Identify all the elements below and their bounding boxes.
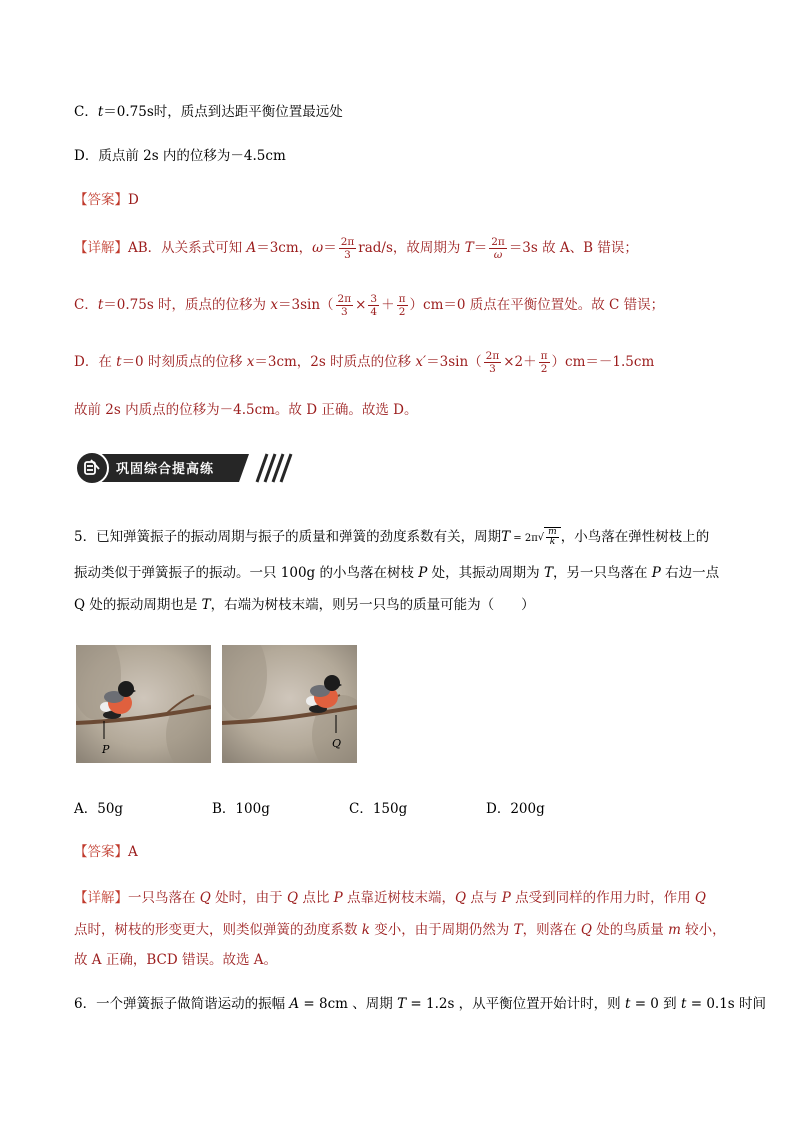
text: ＋ [381,297,395,313]
var: Q [455,890,467,906]
denominator: 3 [344,249,351,261]
detail-1-line-3 [74,350,654,375]
text: ＝3cm， [256,240,313,256]
text: ＝3sin（ [426,354,482,370]
text: C． [74,297,98,313]
section-banner [74,450,294,486]
answer-tag: 【答案】 [74,844,128,860]
detail-2-line-1 [74,888,706,908]
bird-photo-q [222,645,357,763]
text: ，则落在 [522,922,581,938]
answer-1 [74,190,139,210]
var-t: t [97,104,104,120]
text: × [355,297,367,313]
var: T [201,597,211,613]
denominator: 3 [340,306,348,318]
var: T [464,240,474,256]
text: ＝3sin（ [277,297,334,313]
var: m [668,922,681,938]
text: ＝3s 故 A、B 错误； [508,240,638,256]
text: 5．已知弹簧振子的振动周期与振子的质量和弹簧的劲度系数有关，周期 [74,529,502,545]
denominator: ω [493,249,503,261]
var: t [116,354,122,370]
answer-value: D [128,192,139,208]
numerator: π [540,350,548,362]
text: ）cm＝0 质点在平衡位置处。故 C 错误； [409,297,665,313]
var: x [270,297,278,313]
text: ＝ [323,240,337,256]
text: 点靠近树枝末端， [342,890,456,906]
numerator: m [548,527,557,537]
text: = 0 到 [630,996,681,1012]
denominator: 2 [398,306,406,318]
fraction [336,293,354,318]
denominator: 3 [489,363,496,375]
text: ×2＋ [503,354,537,370]
point-p-label: P [102,743,110,756]
banner-title: 巩固综合提高练 [116,462,215,477]
denominator: 4 [370,306,378,318]
text: AB．从关系式可知 [128,240,247,256]
text: 点受到同样的作用力时，作用 [510,890,695,906]
var: t [97,297,104,313]
text: ，另一只鸟落在 [553,565,652,581]
var: P [418,565,428,581]
detail-tag: 【详解】 [74,240,128,256]
var: t [680,996,687,1012]
option-b [212,797,270,817]
text: 故前 2s 内质点的位移为－4.5cm。故 D 正确。故选 D。 [74,402,418,418]
text: 右边一点 [660,565,720,581]
text: = 1.2s ，从平衡位置开始计时，则 [406,996,625,1012]
var: Q [580,922,592,938]
var: T [501,529,511,545]
fraction [484,350,502,375]
var: P [501,890,511,906]
bird-photo-p [76,645,211,763]
text: 点比 [298,890,334,906]
option-d [486,797,545,817]
numerator: 2π [485,350,500,362]
var: k [361,922,370,938]
var: T [397,996,407,1012]
text: 振动类似于弹簧振子的振动。一只 100g 的小鸟落在树枝 [74,565,419,581]
denominator: 2 [540,363,548,375]
numerator: 2π [340,236,355,248]
text: 处，其振动周期为 [427,565,544,581]
var: T [543,565,553,581]
option-text: D．质点前 2s 内的位移为－4.5cm [74,148,286,164]
detail-1-line-1 [74,236,638,261]
fraction [339,236,357,261]
var: T [513,922,523,938]
q5-line-2 [74,563,719,583]
text: 故 A 正确，BCD 错误。故选 A。 [74,952,277,968]
option-text: B．100g [212,801,270,817]
option-d [74,146,286,166]
text: ＝ [473,240,488,256]
text: = 0.1s 时间 [686,996,767,1012]
numerator: 2π [337,293,352,305]
text: ，小鸟落在弹性树枝上的 [560,529,710,545]
var: Q [286,890,299,906]
answer-value: A [128,844,138,860]
var: P [651,565,661,581]
option-text: C．150g [349,801,408,817]
denominator: k [549,537,556,547]
text: 一只鸟落在 [128,890,200,906]
text: 点时，树枝的形变更大，则类似弹簧的劲度系数 [74,922,362,938]
point-q-label: Q [332,737,342,750]
text: D．在 [74,354,117,370]
q5-line-3 [74,595,535,615]
text: 变小，由于周期仍然为 [369,922,514,938]
numerator: π [398,293,406,305]
var: Q [199,890,211,906]
answer-tag: 【答案】 [74,192,128,208]
bird-on-branch-image [222,645,357,763]
q5-line-1 [74,527,709,549]
text: ＝3cm，2s 时质点的位移 [254,354,416,370]
option-text: ＝0.75s时，质点到达距平衡位置最远处 [103,104,343,120]
option-label: C． [74,104,98,120]
text: 处的鸟质量 [591,922,669,938]
detail-1-line-4 [74,400,417,420]
sqrt-expression: √ $\frac{m}{k}$ [538,527,561,548]
text: ＝0 时刻质点的位移 [121,354,247,370]
var: P [333,890,343,906]
detail-tag: 【详解】 [74,890,128,906]
var: x′ [415,354,427,370]
detail-2-line-2 [74,920,726,940]
text: 点与 [466,890,502,906]
option-c [349,797,407,817]
text: ）cm＝－1.5cm [551,354,655,370]
text: 6．一个弹簧振子做简谐运动的振幅 [74,996,290,1012]
option-c [74,102,343,122]
fraction [539,350,550,375]
var: x [246,354,255,370]
var: A [246,240,257,256]
text: Q 处的振动周期也是 [74,597,202,613]
text: = 8cm 、周期 [299,996,398,1012]
option-a [74,797,123,817]
var: ω [312,240,324,256]
option-text: A．50g [74,801,124,817]
fraction [546,528,559,547]
var: t [624,996,631,1012]
text: ＝0.75s 时，质点的位移为 [103,297,271,313]
option-text: D．200g [486,801,545,817]
q6-line-1 [74,994,766,1014]
text: = 2π [510,533,538,544]
var: Q [694,890,706,906]
var: A [289,996,300,1012]
detail-1-line-2 [74,293,664,318]
numerator: 3 [370,293,378,305]
answer-2 [74,842,138,862]
text: ，右端为树枝末端，则另一只鸟的质量可能为（ ） [210,597,535,613]
fraction [397,293,408,318]
bird-on-branch-image [76,645,211,763]
fraction [368,293,379,318]
text: 处时，由于 [210,890,287,906]
text: rad/s，故周期为 [358,240,465,256]
detail-2-line-3 [74,950,277,970]
numerator: 2π [491,236,505,248]
fraction [489,236,507,261]
text: 较小， [680,922,726,938]
